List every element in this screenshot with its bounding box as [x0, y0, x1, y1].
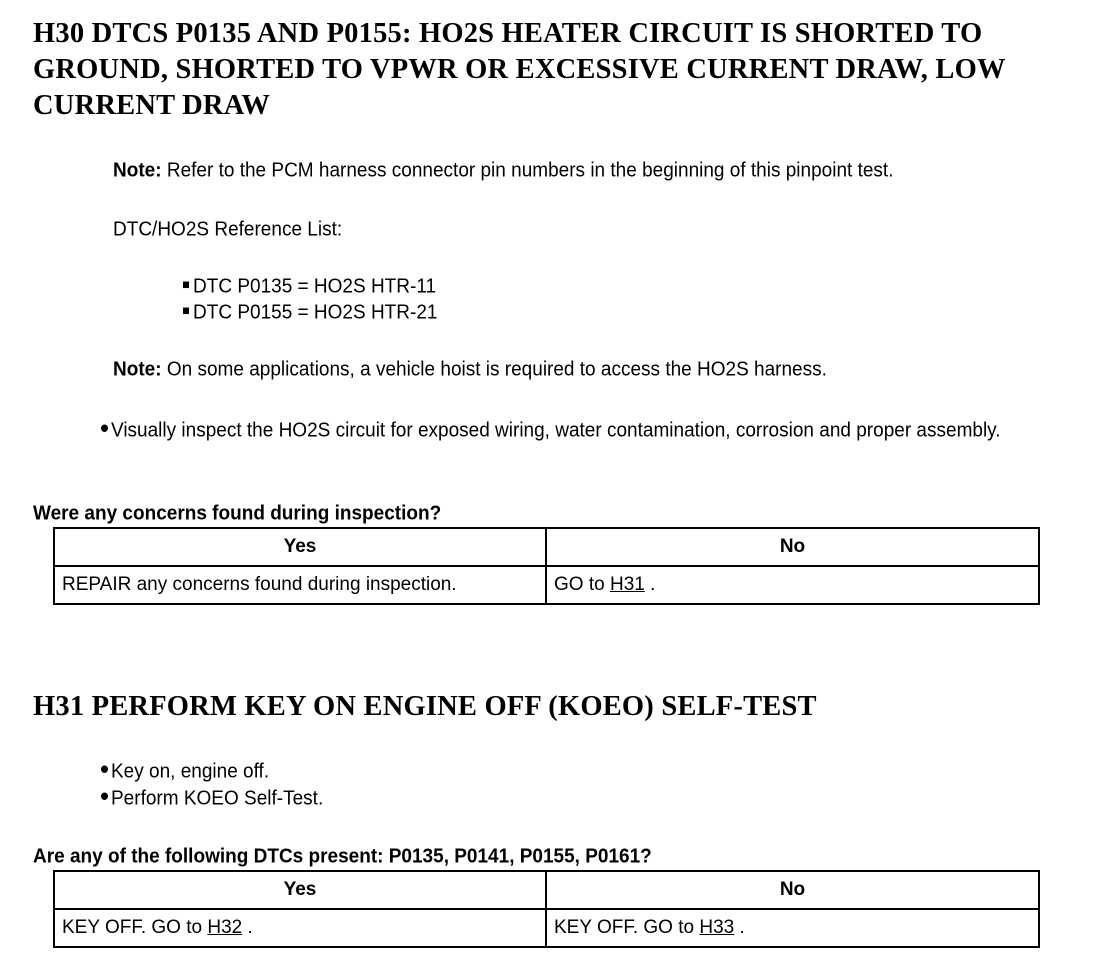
list-item: Perform KOEO Self-Test. [101, 786, 323, 812]
no-cell: KEY OFF. GO to H33 . [546, 909, 1039, 947]
note-text: On some applications, a vehicle hoist is required to access the HO2S harness. [161, 358, 827, 381]
decision-table-h31 [53, 870, 1040, 948]
link-h32[interactable]: H32 [207, 917, 243, 938]
table-row [54, 566, 1039, 604]
reference-item: DTC P0135 = HO2S HTR-11 [183, 274, 436, 300]
note-label: Note: [113, 358, 162, 381]
link-h31[interactable]: H31 [609, 574, 645, 595]
square-bullet-icon [183, 308, 189, 314]
step-title-h30: H30 DTCS P0135 AND P0155: HO2S HEATER CIRCUIT IS SHORTED TO GROUND, SHORTED TO VPWR OR EXCESSIVE CURRENT DRAW, LOW CURRENT DRAW [33, 18, 1006, 121]
table-row [54, 909, 1039, 947]
inspect-bullet: Visually inspect the HO2S circuit for exposed wiring, water contamination, corrosion and proper assembly. [101, 418, 1071, 444]
decision-table-h30 [53, 527, 1040, 605]
table-header-row [54, 871, 1039, 909]
step-title-h31: H31 PERFORM KEY ON ENGINE OFF (KOEO) SELF-TEST [33, 691, 817, 722]
link-h33[interactable]: H33 [699, 917, 735, 938]
question-h31: Are any of the following DTCs present: P0135, P0141, P0155, P0161? [33, 845, 652, 868]
yes-header: Yes [54, 871, 546, 909]
note-label: Note: [113, 159, 162, 182]
list-item: Key on, engine off. [101, 759, 269, 785]
yes-cell: REPAIR any concerns found during inspection. [54, 566, 546, 604]
round-bullet-icon [101, 792, 108, 800]
note-vehicle-hoist [113, 357, 827, 383]
no-cell: GO to H31 . [546, 566, 1039, 604]
note-pcm-pins [113, 158, 893, 184]
note-text: Refer to the PCM harness connector pin numbers in the beginning of this pinpoint test. [161, 159, 894, 182]
question-h30: Were any concerns found during inspection? [33, 502, 442, 525]
round-bullet-icon [101, 765, 108, 773]
round-bullet-icon [101, 424, 108, 432]
reference-list-label: DTC/HO2S Reference List: [113, 218, 343, 241]
yes-header: Yes [54, 528, 546, 566]
square-bullet-icon [183, 282, 189, 288]
no-header: No [546, 871, 1039, 909]
table-header-row [54, 528, 1039, 566]
reference-item: DTC P0155 = HO2S HTR-21 [183, 300, 437, 326]
yes-cell: KEY OFF. GO to H32 . [54, 909, 546, 947]
no-header: No [546, 528, 1039, 566]
